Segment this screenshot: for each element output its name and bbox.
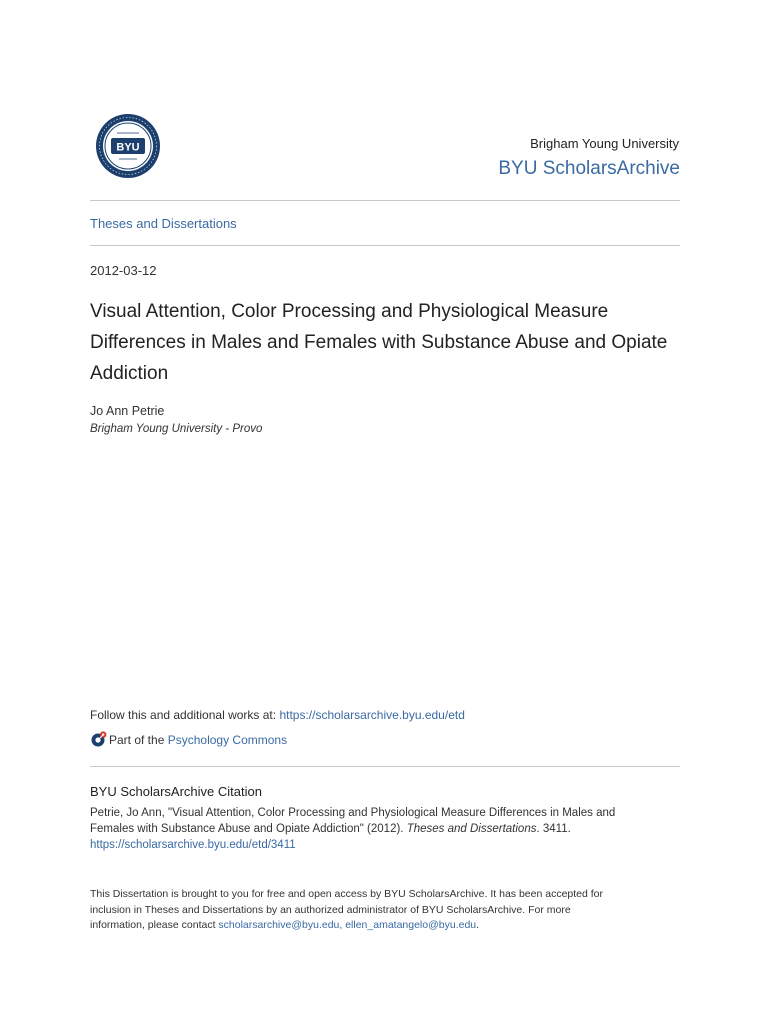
archive-name[interactable]: BYU ScholarsArchive <box>498 158 680 179</box>
citation-line-2-end: . 3411. <box>536 823 571 835</box>
notice-line-2: inclusion in Theses and Dissertations by an authorized administrator of BYU ScholarsArchive. For more <box>90 903 571 916</box>
network-commons-icon <box>90 731 107 748</box>
access-notice <box>90 887 680 934</box>
notice-line-3-end: . <box>476 919 480 931</box>
notice-line-3-prefix: information, please contact <box>90 919 219 931</box>
publication-date: 2012-03-12 <box>90 263 157 278</box>
citation-line-1: Petrie, Jo Ann, "Visual Attention, Color Processing and Physiological Measure Differences in Males and <box>90 807 616 819</box>
part-of-prefix: Part of the <box>109 732 165 747</box>
author-affiliation: Brigham Young University - Provo <box>90 423 263 435</box>
seal-text: BYU <box>116 141 140 154</box>
psychology-commons-link[interactable]: Psychology Commons <box>167 732 288 747</box>
collection-link[interactable]: Theses and Dissertations <box>90 216 237 231</box>
footer-divider <box>90 766 680 767</box>
follow-line <box>90 708 465 722</box>
citation-heading: BYU ScholarsArchive Citation <box>90 784 262 799</box>
university-name: Brigham Young University <box>530 136 679 151</box>
part-of-line <box>90 731 287 748</box>
notice-line-1: This Dissertation is brought to you for free and open access by BYU ScholarsArchive. It has been accepted for <box>90 888 604 900</box>
citation-line-2-text: Females with Substance Abuse and Opiate Addiction" (2012). <box>90 823 407 835</box>
collection-divider <box>90 245 680 246</box>
citation-line-2 <box>90 821 680 837</box>
header-divider <box>90 200 680 201</box>
contact-email-link[interactable]: scholarsarchive@byu.edu, ellen_amatangelo@byu.edu <box>218 919 477 931</box>
author-name: Jo Ann Petrie <box>90 404 165 418</box>
etd-link[interactable]: https://scholarsarchive.byu.edu/etd <box>279 708 465 722</box>
citation-body <box>90 805 680 853</box>
follow-label: Follow this and additional works at: <box>90 708 280 722</box>
citation-series: Theses and Dissertations <box>406 823 537 835</box>
document-title: Visual Attention, Color Processing and Physiological Measure Differences in Males and Females with Substance Abuse and Opiate Addiction <box>90 301 668 384</box>
byu-seal-icon <box>95 113 161 179</box>
citation-url-link[interactable]: https://scholarsarchive.byu.edu/etd/3411 <box>90 839 296 851</box>
notice-line-3 <box>90 918 680 934</box>
